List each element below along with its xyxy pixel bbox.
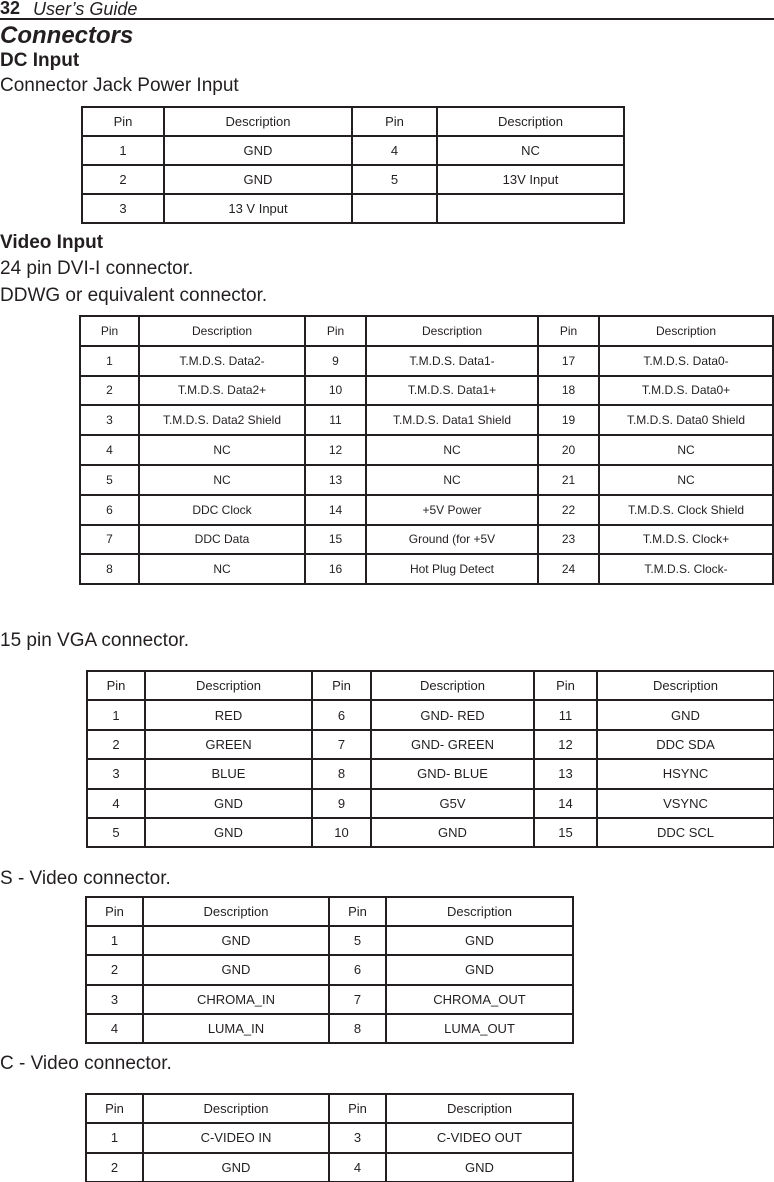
table-cell: 2 <box>86 955 143 984</box>
table-row <box>80 346 773 376</box>
column-header: Description <box>386 897 573 926</box>
table-cell: GND <box>164 136 352 165</box>
table-cell: 12 <box>534 730 597 759</box>
table-cell: BLUE <box>145 759 312 788</box>
table-cell: 10 <box>312 818 371 847</box>
table-row <box>87 700 774 729</box>
table-row <box>86 985 573 1014</box>
cvideo-pin-table <box>85 1093 574 1182</box>
table-cell: CHROMA_OUT <box>386 985 573 1014</box>
table-cell: NC <box>366 435 538 465</box>
table-cell: T.M.D.S. Data1 Shield <box>366 405 538 435</box>
table-cell: GND <box>143 1153 329 1182</box>
table-cell: 13 <box>305 465 366 495</box>
table-cell: 6 <box>329 955 386 984</box>
table-cell: 3 <box>329 1123 386 1152</box>
table-cell: 1 <box>86 1123 143 1152</box>
table-cell: DDC Clock <box>139 495 305 525</box>
table-cell: 4 <box>86 1014 143 1043</box>
column-header: Pin <box>534 671 597 700</box>
table-cell: C-VIDEO OUT <box>386 1123 573 1152</box>
table-cell: GND <box>386 926 573 955</box>
column-header: Pin <box>305 316 366 346</box>
table-row <box>87 789 774 818</box>
dc-input-subtitle: Connector Jack Power Input <box>0 75 239 96</box>
table-row <box>80 495 773 525</box>
table-cell: Hot Plug Detect <box>366 554 538 584</box>
table-header-row <box>86 1094 573 1123</box>
table-cell: 11 <box>305 405 366 435</box>
table-cell: C-VIDEO IN <box>143 1123 329 1152</box>
table-cell: DDC SCL <box>597 818 774 847</box>
table-cell: 4 <box>352 136 437 165</box>
column-header: Pin <box>86 1094 143 1123</box>
column-header: Description <box>437 107 624 136</box>
video-input-heading: Video Input <box>0 232 104 253</box>
table-cell: 2 <box>82 165 164 194</box>
svideo-connector-label: S - Video connector. <box>0 868 171 889</box>
table-cell: 15 <box>305 525 366 555</box>
table-cell: 1 <box>86 926 143 955</box>
page-header <box>0 0 774 20</box>
column-header: Description <box>597 671 774 700</box>
table-row <box>82 165 624 194</box>
table-cell: 3 <box>86 985 143 1014</box>
column-header: Pin <box>329 897 386 926</box>
table-cell: 1 <box>87 700 145 729</box>
table-cell: GND <box>386 1153 573 1182</box>
table-cell: NC <box>599 435 773 465</box>
table-cell: NC <box>139 554 305 584</box>
column-header: Description <box>143 897 329 926</box>
table-row <box>86 926 573 955</box>
column-header: Description <box>599 316 773 346</box>
table-row <box>82 194 624 223</box>
table-cell: GND <box>143 926 329 955</box>
table-cell <box>352 194 437 223</box>
table-header-row <box>82 107 624 136</box>
table-cell: 8 <box>80 554 139 584</box>
table-cell: 16 <box>305 554 366 584</box>
table-cell: NC <box>139 435 305 465</box>
table-cell: T.M.D.S. Clock+ <box>599 525 773 555</box>
table-cell: 24 <box>538 554 599 584</box>
table-cell: 4 <box>87 789 145 818</box>
table-cell: GND <box>597 700 774 729</box>
table-cell: RED <box>145 700 312 729</box>
table-cell: 3 <box>80 405 139 435</box>
column-header: Pin <box>538 316 599 346</box>
table-cell: NC <box>366 465 538 495</box>
table-cell: T.M.D.S. Data0+ <box>599 376 773 406</box>
table-cell: NC <box>139 465 305 495</box>
table-cell: 7 <box>312 730 371 759</box>
table-cell: 8 <box>329 1014 386 1043</box>
table-cell: GND <box>145 789 312 818</box>
dvi-pin-table <box>79 315 774 585</box>
column-header: Description <box>371 671 534 700</box>
table-cell: GND <box>164 165 352 194</box>
table-cell: T.M.D.S. Data0- <box>599 346 773 376</box>
table-cell: T.M.D.S. Data2 Shield <box>139 405 305 435</box>
column-header: Pin <box>80 316 139 346</box>
table-cell: 3 <box>82 194 164 223</box>
table-row <box>80 525 773 555</box>
column-header: Pin <box>352 107 437 136</box>
table-cell: T.M.D.S. Data1- <box>366 346 538 376</box>
table-header-row <box>86 897 573 926</box>
table-cell: 5 <box>87 818 145 847</box>
page-number: 32 <box>0 0 21 18</box>
table-cell: 3 <box>87 759 145 788</box>
ddwg-connector-label: DDWG or equivalent connector. <box>0 285 268 306</box>
table-cell: DDC SDA <box>597 730 774 759</box>
table-cell: 9 <box>305 346 366 376</box>
table-cell: GND <box>386 955 573 984</box>
column-header: Pin <box>312 671 371 700</box>
column-header: Pin <box>82 107 164 136</box>
table-header-row <box>87 671 774 700</box>
table-cell: 18 <box>538 376 599 406</box>
table-row <box>80 405 773 435</box>
table-cell: T.M.D.S. Clock Shield <box>599 495 773 525</box>
table-cell: 5 <box>352 165 437 194</box>
table-row <box>87 730 774 759</box>
vga-connector-label: 15 pin VGA connector. <box>0 630 190 651</box>
svideo-pin-table <box>85 896 574 1044</box>
table-cell: GND <box>145 818 312 847</box>
table-cell: 14 <box>305 495 366 525</box>
table-cell: 13 V Input <box>164 194 352 223</box>
table-row <box>86 1123 573 1152</box>
table-cell: +5V Power <box>366 495 538 525</box>
table-cell: NC <box>437 136 624 165</box>
table-cell: 7 <box>329 985 386 1014</box>
column-header: Pin <box>329 1094 386 1123</box>
table-cell: 4 <box>329 1153 386 1182</box>
table-cell: 5 <box>80 465 139 495</box>
table-row <box>82 136 624 165</box>
table-cell: 4 <box>80 435 139 465</box>
table-row <box>87 818 774 847</box>
table-cell: 14 <box>534 789 597 818</box>
table-cell: 13V Input <box>437 165 624 194</box>
column-header: Description <box>386 1094 573 1123</box>
table-cell: 15 <box>534 818 597 847</box>
table-cell: T.M.D.S. Data1+ <box>366 376 538 406</box>
table-cell: T.M.D.S. Data0 Shield <box>599 405 773 435</box>
vga-pin-table <box>86 670 774 848</box>
table-cell: GND- GREEN <box>371 730 534 759</box>
table-cell: 5 <box>329 926 386 955</box>
table-cell: 13 <box>534 759 597 788</box>
table-cell: 17 <box>538 346 599 376</box>
table-row <box>80 435 773 465</box>
table-cell: GND <box>143 955 329 984</box>
table-cell: GND- BLUE <box>371 759 534 788</box>
table-cell: 6 <box>80 495 139 525</box>
column-header: Description <box>164 107 352 136</box>
table-cell: LUMA_OUT <box>386 1014 573 1043</box>
table-cell: 12 <box>305 435 366 465</box>
table-cell: NC <box>599 465 773 495</box>
table-cell: 6 <box>312 700 371 729</box>
table-cell: DDC Data <box>139 525 305 555</box>
table-cell: 1 <box>80 346 139 376</box>
table-cell: T.M.D.S. Data2+ <box>139 376 305 406</box>
table-cell: 2 <box>80 376 139 406</box>
table-header-row <box>80 316 773 346</box>
table-cell: 11 <box>534 700 597 729</box>
table-cell: 10 <box>305 376 366 406</box>
table-cell: 7 <box>80 525 139 555</box>
table-row <box>86 1153 573 1182</box>
table-cell: 19 <box>538 405 599 435</box>
table-row <box>87 759 774 788</box>
table-row <box>80 376 773 406</box>
table-cell: 9 <box>312 789 371 818</box>
column-header: Description <box>145 671 312 700</box>
column-header: Pin <box>87 671 145 700</box>
table-cell: 21 <box>538 465 599 495</box>
cvideo-connector-label: C - Video connector. <box>0 1053 172 1074</box>
column-header: Pin <box>86 897 143 926</box>
table-cell: G5V <box>371 789 534 818</box>
table-cell: 22 <box>538 495 599 525</box>
table-cell: GND <box>371 818 534 847</box>
column-header: Description <box>139 316 305 346</box>
table-cell: 23 <box>538 525 599 555</box>
table-cell: 20 <box>538 435 599 465</box>
table-cell: 1 <box>82 136 164 165</box>
table-cell: Ground (for +5V <box>366 525 538 555</box>
table-cell: HSYNC <box>597 759 774 788</box>
table-cell: GND- RED <box>371 700 534 729</box>
table-cell: T.M.D.S. Clock- <box>599 554 773 584</box>
table-cell <box>437 194 624 223</box>
table-cell: 8 <box>312 759 371 788</box>
table-cell: GREEN <box>145 730 312 759</box>
table-row <box>86 1014 573 1043</box>
table-cell: 2 <box>86 1153 143 1182</box>
table-cell: CHROMA_IN <box>143 985 329 1014</box>
table-cell: LUMA_IN <box>143 1014 329 1043</box>
dc-input-heading: DC Input <box>0 50 80 71</box>
page-title: Connectors <box>0 22 134 49</box>
guide-title: User’s Guide <box>33 0 138 19</box>
column-header: Description <box>143 1094 329 1123</box>
table-row <box>80 465 773 495</box>
table-row <box>80 554 773 584</box>
table-cell: VSYNC <box>597 789 774 818</box>
table-row <box>86 955 573 984</box>
dvi-connector-label: 24 pin DVI-I connector. <box>0 258 194 279</box>
table-cell: T.M.D.S. Data2- <box>139 346 305 376</box>
column-header: Description <box>366 316 538 346</box>
table-cell: 2 <box>87 730 145 759</box>
dc-input-table <box>81 106 625 224</box>
